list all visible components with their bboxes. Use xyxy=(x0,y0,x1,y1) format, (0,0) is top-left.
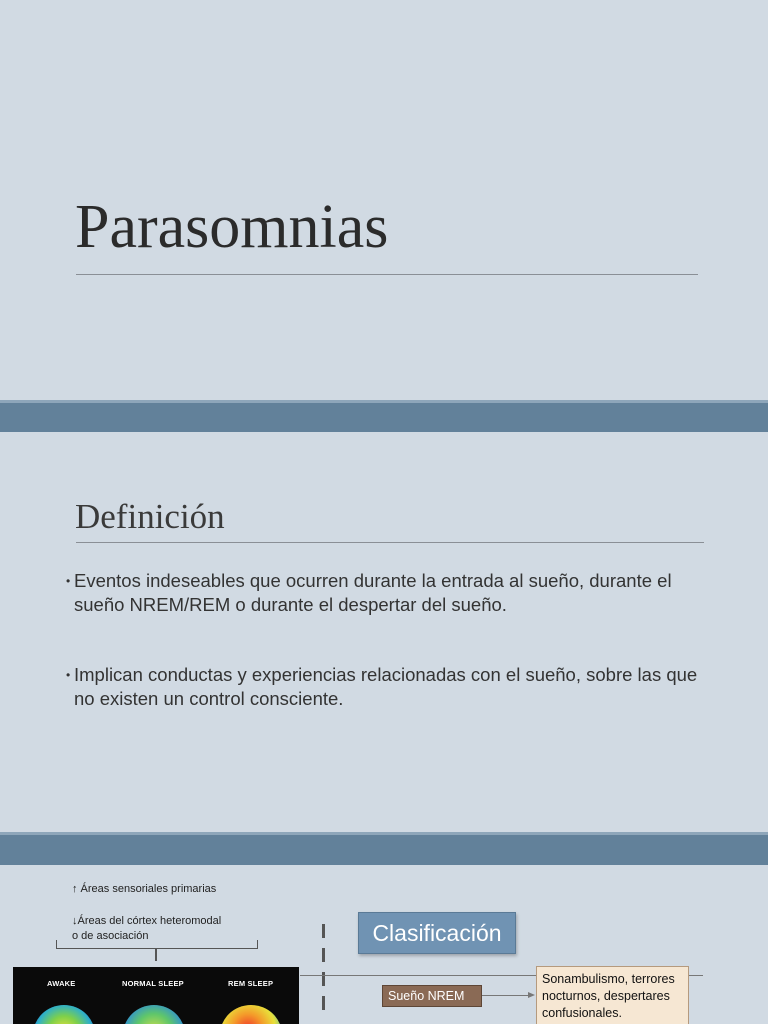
brain-label-normal-sleep: NORMAL SLEEP xyxy=(122,979,184,988)
vertical-dash xyxy=(322,924,325,938)
brain-scan-awake xyxy=(33,1005,95,1024)
vertical-dash xyxy=(322,996,325,1010)
brain-scan-rem-sleep xyxy=(220,1005,282,1024)
node-sueno-nrem: Sueño NREM xyxy=(382,985,482,1007)
definition-underline xyxy=(76,542,704,543)
title-underline xyxy=(76,274,698,275)
brain-label-rem-sleep: REM SLEEP xyxy=(228,979,274,988)
bullet-marker: • xyxy=(66,574,71,588)
bullet-text: Eventos indeseables que ocurren durante la entrada al sueño, durante el sueño NREM/REM o durante el despertar del sueño. xyxy=(74,570,672,615)
vertical-dash xyxy=(322,948,325,962)
slide-title xyxy=(0,0,768,400)
note-association-areas-line2: o de asociación xyxy=(72,930,149,942)
slide-divider xyxy=(0,403,768,432)
bullet-marker: • xyxy=(66,668,71,682)
definition-bullet-2 xyxy=(66,663,716,711)
note-primary-areas: ↑ Áreas sensoriales primarias xyxy=(72,883,217,895)
node-nrem-description: Sonambulismo, terrores nocturnos, despertares confusionales. xyxy=(536,966,689,1024)
slide-classification xyxy=(0,865,768,1024)
arrow-head-icon xyxy=(528,992,535,998)
bullet-text: Implican conductas y experiencias relacionadas con el sueño, sobre las que no existen un control consciente. xyxy=(74,664,698,709)
brain-label-awake: AWAKE xyxy=(47,979,76,988)
brain-scan-normal-sleep xyxy=(123,1005,185,1024)
slide-title-heading: Parasomnias xyxy=(75,193,389,261)
note-association-areas-line1: ↓Áreas del córtex heteromodal xyxy=(72,915,222,927)
slide-divider xyxy=(0,835,768,865)
slide-definition xyxy=(0,432,768,832)
brain-scan-image xyxy=(13,967,299,1024)
brace-tick xyxy=(155,949,157,961)
definition-bullet-1 xyxy=(66,569,716,617)
definition-heading: Definición xyxy=(75,497,225,536)
classification-button[interactable]: Clasificación xyxy=(358,912,516,954)
arrow-connector xyxy=(482,995,530,996)
brace-bracket xyxy=(56,940,258,949)
